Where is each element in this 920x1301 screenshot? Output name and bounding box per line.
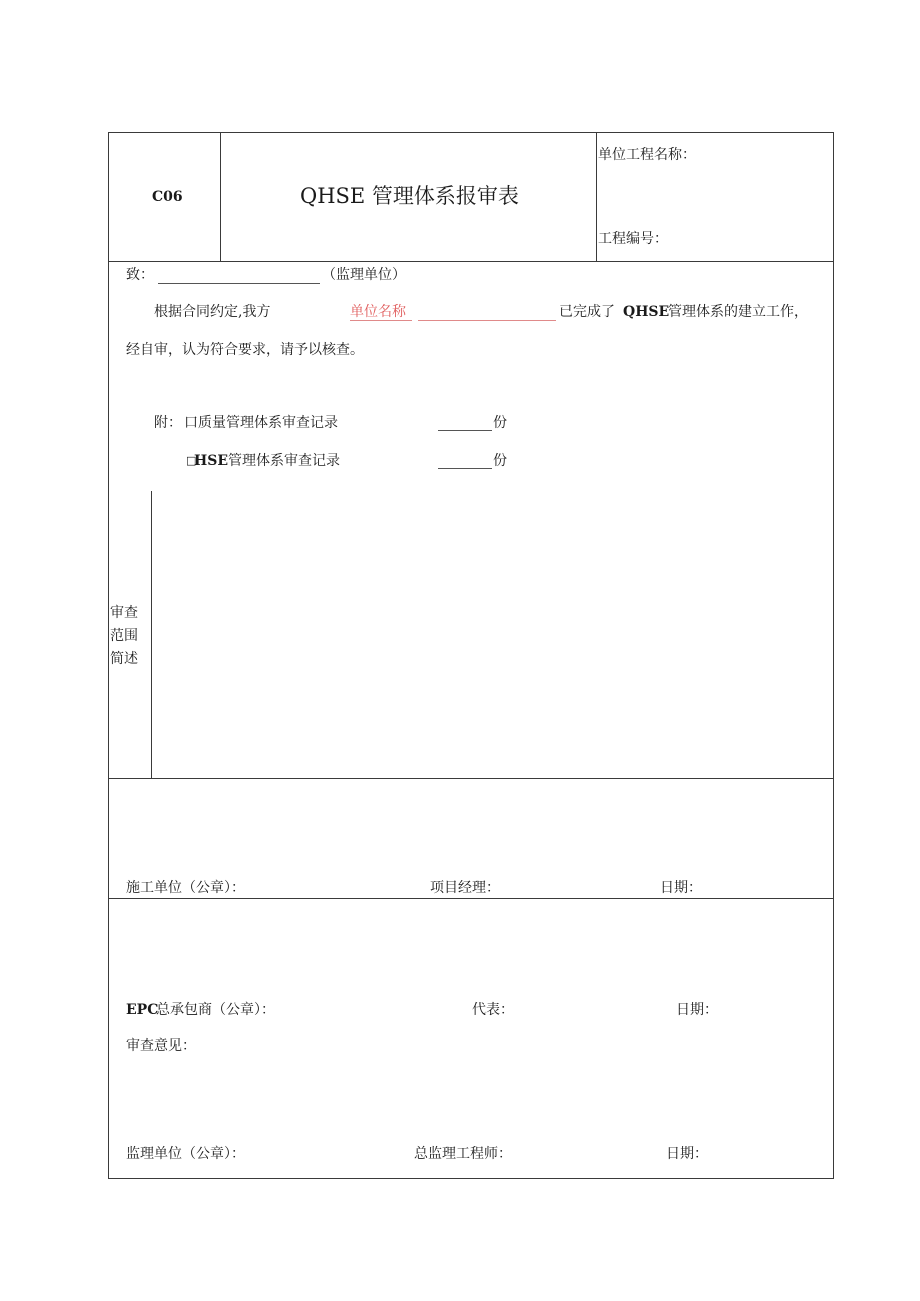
attachment-hse-unit: 份: [493, 453, 507, 469]
construction-date-label: 日期：: [660, 880, 702, 896]
epc-date-label: 日期：: [676, 1002, 718, 1018]
unit-name-placeholder[interactable]: 单位名称: [350, 304, 406, 320]
attachment-hse-bold: HSE: [194, 453, 229, 469]
header-divider-1: [220, 132, 221, 261]
scope-label-line2: 范围: [110, 628, 138, 644]
chief-engineer-label: 总监理工程师：: [414, 1146, 512, 1162]
body-line1-end: 管理体系的建立工作，: [668, 304, 808, 320]
attachment-hse-checkbox[interactable]: □: [186, 454, 197, 467]
project-manager-label: 项目经理：: [430, 880, 500, 896]
scope-label: [110, 602, 148, 671]
scope-content-area[interactable]: [153, 492, 831, 776]
table-border-bottom: [108, 1178, 834, 1179]
epc-bold: EPC: [126, 1002, 159, 1018]
addressee-blank[interactable]: [158, 283, 320, 284]
epc-rep-label: 代表：: [472, 1002, 514, 1018]
project-no-label: 工程编号：: [598, 231, 668, 247]
attachment-hse-record[interactable]: 管理体系审查记录: [228, 453, 340, 469]
review-opinion-label: 审查意见：: [126, 1038, 196, 1054]
table-border-top: [108, 132, 834, 133]
scope-divider: [151, 491, 152, 778]
project-name-label: 单位工程名称：: [598, 147, 696, 163]
scope-bottom-line: [108, 778, 834, 779]
header-bottom-line: [108, 261, 834, 262]
body-line1-start: 根据合同约定,我方: [154, 304, 271, 320]
attachment-quality-count-blank[interactable]: [438, 430, 492, 431]
form-title: QHSE 管理体系报审表: [300, 184, 519, 208]
addressee-suffix: （监理单位）: [322, 267, 406, 283]
construction-bottom-line: [108, 898, 834, 899]
unit-name-underline-b: [418, 320, 556, 321]
attachments-prefix: 附：: [154, 415, 182, 431]
attachment-quality-unit: 份: [493, 415, 507, 431]
body-line2: 经自审，认为符合要求，请予以核查。: [126, 342, 364, 358]
construction-unit-label: 施工单位（公章）：: [126, 880, 245, 896]
form-code: C06: [152, 189, 183, 205]
review-opinion-area[interactable]: [110, 1058, 832, 1140]
supervision-unit-label: 监理单位（公章）：: [126, 1146, 245, 1162]
body-line1-bold: QHSE: [623, 304, 670, 320]
table-border-left: [108, 132, 109, 1179]
body-line1-mid: 已完成了: [559, 304, 615, 320]
attachment-hse-count-blank[interactable]: [438, 468, 492, 469]
scope-label-line1: 审查: [110, 605, 138, 621]
table-border-right: [833, 132, 834, 1179]
epc-unit-label: 总承包商（公章）：: [156, 1002, 275, 1018]
attachment-quality-record[interactable]: 口质量管理体系审查记录: [184, 415, 338, 431]
unit-name-underline-a: [350, 320, 412, 321]
header-divider-2: [596, 132, 597, 261]
scope-label-line3: 简述: [110, 651, 138, 667]
addressee-prefix: 致：: [126, 267, 154, 283]
supervision-date-label: 日期：: [666, 1146, 708, 1162]
